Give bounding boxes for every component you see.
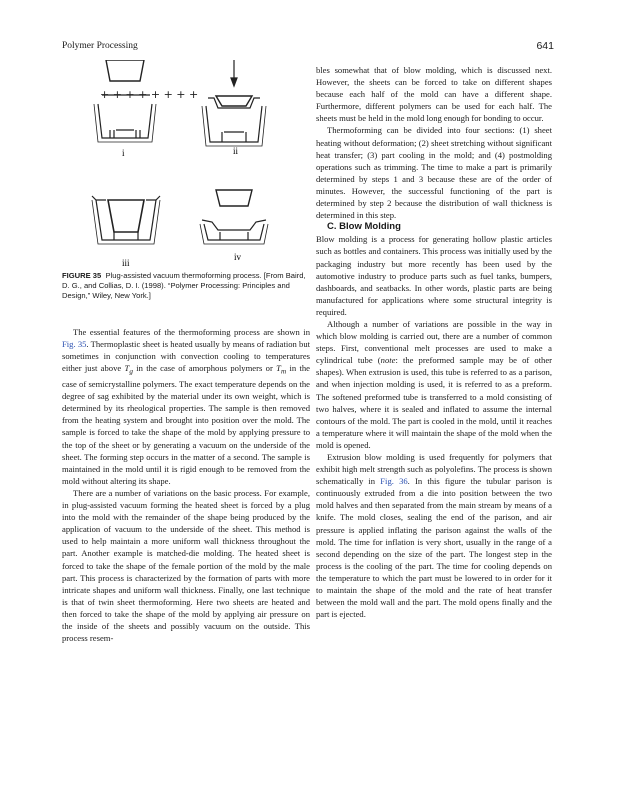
stage-label-iv: iv — [234, 252, 242, 262]
thermoforming-figure — [62, 60, 310, 270]
paragraph: There are a number of variations on the basic process. For example, in plug-assisted vacuum forming the heated sheet is forced by a plug into the mold with the remainder of the shape being produced by the application of vacuum to the underside of the sheet. This method is used to help maintain a more uniform wall thickness throughout the part. Another example is matched-die molding. The heated sheet is forced to take the shape of the female portion of the mold by the male part. This process is characterized by the formation of parts with more intricate shapes and uniform wall thickness. Finally, one last technique is that of twin sheet thermoforming. Here two sheets are heated and then forced to take the shape of the mold by applying air pressure on the inside of the sheets and possibly vacuum on the outside. This process resem- — [62, 487, 310, 644]
stage-iii-diagram — [92, 196, 160, 244]
stage-i-diagram — [94, 60, 198, 142]
svg-text:+ + + + + + + +: + + + + + + + + — [100, 88, 199, 101]
paragraph: Thermoforming can be divided into four sections: (1) sheet heating without deformation; (2) sheet stretching without significant heat transfer; (3) part cooling in the mold; and (4) postmolding operations such as trimming. The time to make a part is primarily determined by steps 1 and 3 because these are of the order of minutes. However, the successful functioning of the part is determined by step 2 because the distribution of wall thickness is determined in this step. — [316, 125, 552, 221]
fig-36-link[interactable]: Fig. 36 — [380, 476, 408, 487]
left-column — [62, 326, 310, 644]
paragraph: bles somewhat that of blow molding, which is discussed next. However, the sheets can be forced to take on different shapes because each half of the mold can have a different shape. Furthermore, different polymers can be used for each half. The sheets must be held in the mold long enough for bonding to occur. — [316, 65, 552, 124]
stage-label-iii: iii — [122, 258, 130, 268]
tg-symbol: $T_g$ — [124, 363, 133, 376]
page-number: 641 — [536, 40, 554, 52]
paragraph: The essential features of the thermoforming process are shown in Fig. 35. Thermoplastic sheet is heated usually by means of radiation but sometimes in conjunction with convection cooling to temperatures either just above $T_g$ in the case of amorphous polymers or $T_m$ in the case of semicrystalline polymers. The exact temperature depends on the degree of sag exhibited by the material under its own weight, which is determined by its rheological properties. The sample is then removed from the heating system and brought into position over the mold. The sample is forced to take the shape of the mold by applying pressure to the top of the sheet or by generating a vacuum on the underside of the sheet. The forming step occurs in the matter of a second. The sample is maintained in the mold until it is rigid enough to be removed from the mold without altering its shape. — [62, 327, 311, 486]
paragraph: Blow molding is a process for generating hollow plastic articles such as bottles and containers. This process was initially used by the packaging industry but more recently has been used by the automotive industry to produce parts such as fuel tanks, bumpers, dashboards, and seatbacks. In other words, plastic parts are being manufactured for applications where some structural integrity is required. — [316, 234, 552, 317]
fig-35-link[interactable]: Fig. 35 — [62, 339, 87, 350]
section-heading: C. Blow Molding — [327, 221, 401, 233]
caption-text: Plug-assisted vacuum thermoforming process. [From Baird, D. G., and Collias, D. I. (1998). “Polymer Processing: Principles and Design,” Wiley, New York.] — [62, 271, 306, 301]
stage-label-ii: ii — [233, 146, 239, 156]
figure-caption — [62, 271, 310, 302]
running-title: Polymer Processing — [62, 41, 138, 51]
paragraph: Extrusion blow molding is used frequently for polymers that exhibit high melt strength such as polyolefins. The process is shown schematically in Fig. 36. In this figure the tubular parison is continuously extruded from a die into position between the two mold halves and then separated from the main stream by means of a knife. The mold closes, sealing the end of the parison, and air pressure is applied inflating the parison against the walls of the mold. The time for inflation is very short, usually in the range of a second depending on the size of the part. The longest step in the process is the cooling of the part. The time for cooling depends on the temperature to which the part must be lowered to in order for it to maintain the shape of the mold and the rate of heat transfer between the mold wall and the part. The mold opens finally and the part is ejected. — [316, 452, 553, 620]
right-column — [316, 64, 552, 620]
stage-iv-diagram — [200, 190, 268, 244]
tm-symbol: $T_m$ — [276, 363, 287, 376]
caption-label: FIGURE 35 — [62, 271, 102, 280]
stage-ii-diagram — [202, 60, 266, 146]
paragraph: Although a number of variations are possible in the way in which blow molding is carried out, there are a number of common steps. First, conventional melt processes are used to make a cylindrical tube (note: the preformed sample may be of other shapes). When extrusion is used, this tube is referred to as a parison, and when injection molding is used, it is referred to as a preform. The softened preformed tube is transferred to a mold consisting of two halves, where it is sealed and inflated to assume the internal contours of the mold. The part is cooled in the mold, until it reaches a temperature where it will maintain the shape of the mold when the mold is opened. — [316, 318, 552, 450]
stage-label-i: i — [122, 148, 125, 158]
